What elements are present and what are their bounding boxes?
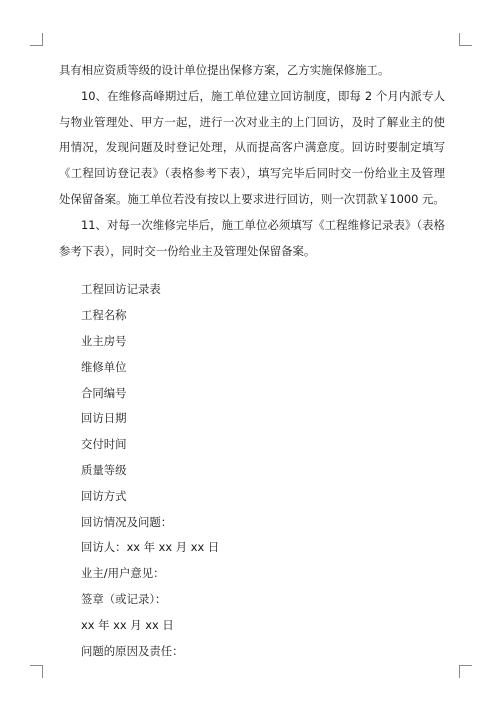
paragraph-item-10: 10、在维修高峰期过后，施工单位建立回访制度，即每 2 个月内派专人与物业管理处、甲方一起，进行一次对业主的上门回访，及时了解业主的使用情况，发现问题及时登记处理，从而提高客户满意度。回访时要制定填写《工程回访登记表》（表格参考下表），填写完毕后同时交一份给业主及管理处保留备案。施工单位若没有按以上要求进行回访，则一次罚款￥1000 元。: [59, 88, 445, 206]
form-title: 工程回访记录表: [81, 282, 161, 297]
crop-mark-bottom-left: [30, 665, 43, 678]
paragraph-item-11: 11、对每一次维修完毕后，施工单位必须填写《工程维修记录表》（表格参考下表），同时交一份给业主及管理处保留备案。: [59, 217, 445, 258]
form-field-repair-unit: 维修单位: [81, 359, 127, 374]
form-field-visit-method: 回访方式: [81, 488, 127, 503]
document-body: [59, 58, 445, 664]
form-field-visitor-date: 回访人：xx 年 xx 月 xx 日: [81, 540, 220, 555]
form-field-owner-opinion: 业主/用户意见：: [81, 566, 165, 581]
crop-mark-top-left: [30, 33, 43, 46]
form-field-contract-number: 合同编号: [81, 385, 127, 400]
form-field-cause-responsibility: 问题的原因及责任：: [81, 643, 184, 658]
form-field-signature: 签章（或记录）：: [81, 591, 167, 606]
paragraph-continuation: 具有相应资质等级的设计单位提出保修方案，乙方实施保修施工。: [59, 63, 390, 77]
form-field-delivery-time: 交付时间: [81, 437, 127, 452]
form-field-visit-date: 回访日期: [81, 411, 127, 426]
crop-mark-top-right: [459, 33, 472, 46]
visit-record-form: [59, 277, 445, 664]
form-field-room-number: 业主房号: [81, 333, 127, 348]
form-field-signature-date: xx 年 xx 月 xx 日: [81, 617, 174, 632]
form-field-visit-issues: 回访情况及问题：: [81, 514, 173, 529]
form-field-project-name: 工程名称: [81, 308, 127, 323]
crop-mark-bottom-right: [459, 665, 472, 678]
form-field-quality-grade: 质量等级: [81, 462, 127, 477]
